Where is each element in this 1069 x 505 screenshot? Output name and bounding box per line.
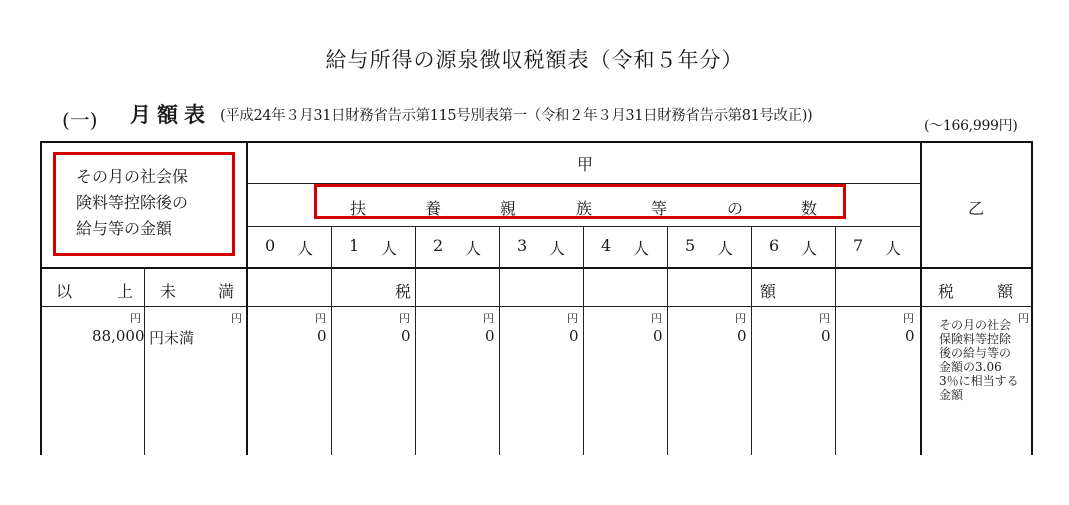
hline-header-bottom (40, 267, 1033, 269)
dependent-col-divider (583, 227, 584, 455)
ko-tax-value: 0 (317, 327, 327, 345)
dependent-col-divider (331, 227, 332, 455)
ko-tax-value: 0 (737, 327, 747, 345)
ko-label: 甲 (577, 155, 594, 174)
section-number: (一) (62, 108, 98, 132)
dependent-count-unit: 人 (801, 239, 818, 258)
dependent-count-unit: 人 (885, 239, 902, 258)
dependent-count-unit: 人 (549, 239, 566, 258)
dependent-count-unit: 人 (717, 239, 734, 258)
section-title: 月額表 (130, 103, 211, 127)
unit-label: 円 (130, 312, 141, 325)
miman-value: 円未満 (149, 329, 195, 347)
ko-tax-value: 0 (569, 327, 579, 345)
dependent-col-divider (415, 227, 416, 455)
table-left-border (40, 141, 42, 455)
dependent-count-number: 7 (853, 236, 864, 255)
unit-label: 円 (399, 312, 410, 325)
miman-char: 未 (160, 282, 177, 301)
table-right-border (1031, 141, 1033, 455)
dependents-char: 等 (651, 199, 668, 218)
unit-label: 円 (315, 312, 326, 325)
col-divider-ijo-miman (144, 268, 145, 455)
dependent-count-unit: 人 (465, 239, 482, 258)
otsu-zeigaku-char: 税 (938, 282, 955, 301)
miman-char: 満 (218, 282, 235, 301)
dependent-count-number: 2 (433, 236, 444, 255)
otsu-note: その月の社会保険料等控除後の給与等の金額の3.063％に相当する金額 (939, 318, 1019, 402)
dependents-char: 養 (425, 199, 442, 218)
dependent-count-number: 0 (265, 236, 276, 255)
page-title: 給与所得の源泉徴収税額表（令和５年分） (325, 48, 744, 72)
otsu-zeigaku-char: 額 (997, 282, 1014, 301)
unit-label: 円 (819, 312, 830, 325)
highlight-box-left-header (53, 152, 235, 256)
ijo-char: 上 (117, 282, 134, 301)
highlight-box-dependents (314, 184, 846, 219)
dependent-count-number: 5 (685, 236, 696, 255)
dependent-col-divider (751, 227, 752, 455)
gaku-label: 額 (760, 282, 777, 301)
dependent-col-divider (499, 227, 500, 455)
dependent-count-number: 3 (517, 236, 528, 255)
ijo-char: 以 (56, 282, 73, 301)
dependents-char: 族 (576, 199, 593, 218)
left-header-line: 給与等の金額 (76, 219, 173, 238)
zei-label: 税 (395, 282, 412, 301)
section-note: (平成24年３月31日財務省告示第115号別表第一（令和２年３月31日財務省告示第81号改正)) (220, 108, 813, 124)
col-divider-left (246, 141, 248, 455)
ko-tax-value: 0 (905, 327, 915, 345)
otsu-label: 乙 (968, 199, 985, 218)
dependents-char: 親 (500, 199, 517, 218)
dependent-count-unit: 人 (381, 239, 398, 258)
left-header-line: 険料等控除後の (76, 193, 189, 212)
range-note: (～166,999円) (924, 118, 1018, 134)
ko-tax-value: 0 (485, 327, 495, 345)
dependent-count-number: 4 (601, 236, 612, 255)
ko-tax-value: 0 (401, 327, 411, 345)
unit-label: 円 (231, 312, 242, 325)
unit-label: 円 (651, 312, 662, 325)
ijo-value: 88,000 (92, 327, 145, 345)
col-divider-otsu (920, 141, 922, 455)
dependent-count-number: 6 (769, 236, 780, 255)
dependent-count-unit: 人 (633, 239, 650, 258)
dependent-count-number: 1 (349, 236, 360, 255)
dependent-col-divider (835, 227, 836, 455)
dependents-char: の (727, 199, 744, 218)
unit-label: 円 (567, 312, 578, 325)
table-top-border (40, 141, 1033, 143)
ko-tax-value: 0 (821, 327, 831, 345)
dependents-char: 数 (801, 199, 818, 218)
unit-label: 円 (735, 312, 746, 325)
hline-zeigaku (40, 306, 1033, 307)
ko-tax-value: 0 (653, 327, 663, 345)
dependent-count-unit: 人 (297, 239, 314, 258)
unit-label: 円 (903, 312, 914, 325)
dependents-char: 扶 (350, 199, 367, 218)
dependent-col-divider (667, 227, 668, 455)
unit-label: 円 (483, 312, 494, 325)
unit-label: 円 (1018, 312, 1029, 325)
left-header-line: その月の社会保 (76, 167, 189, 186)
